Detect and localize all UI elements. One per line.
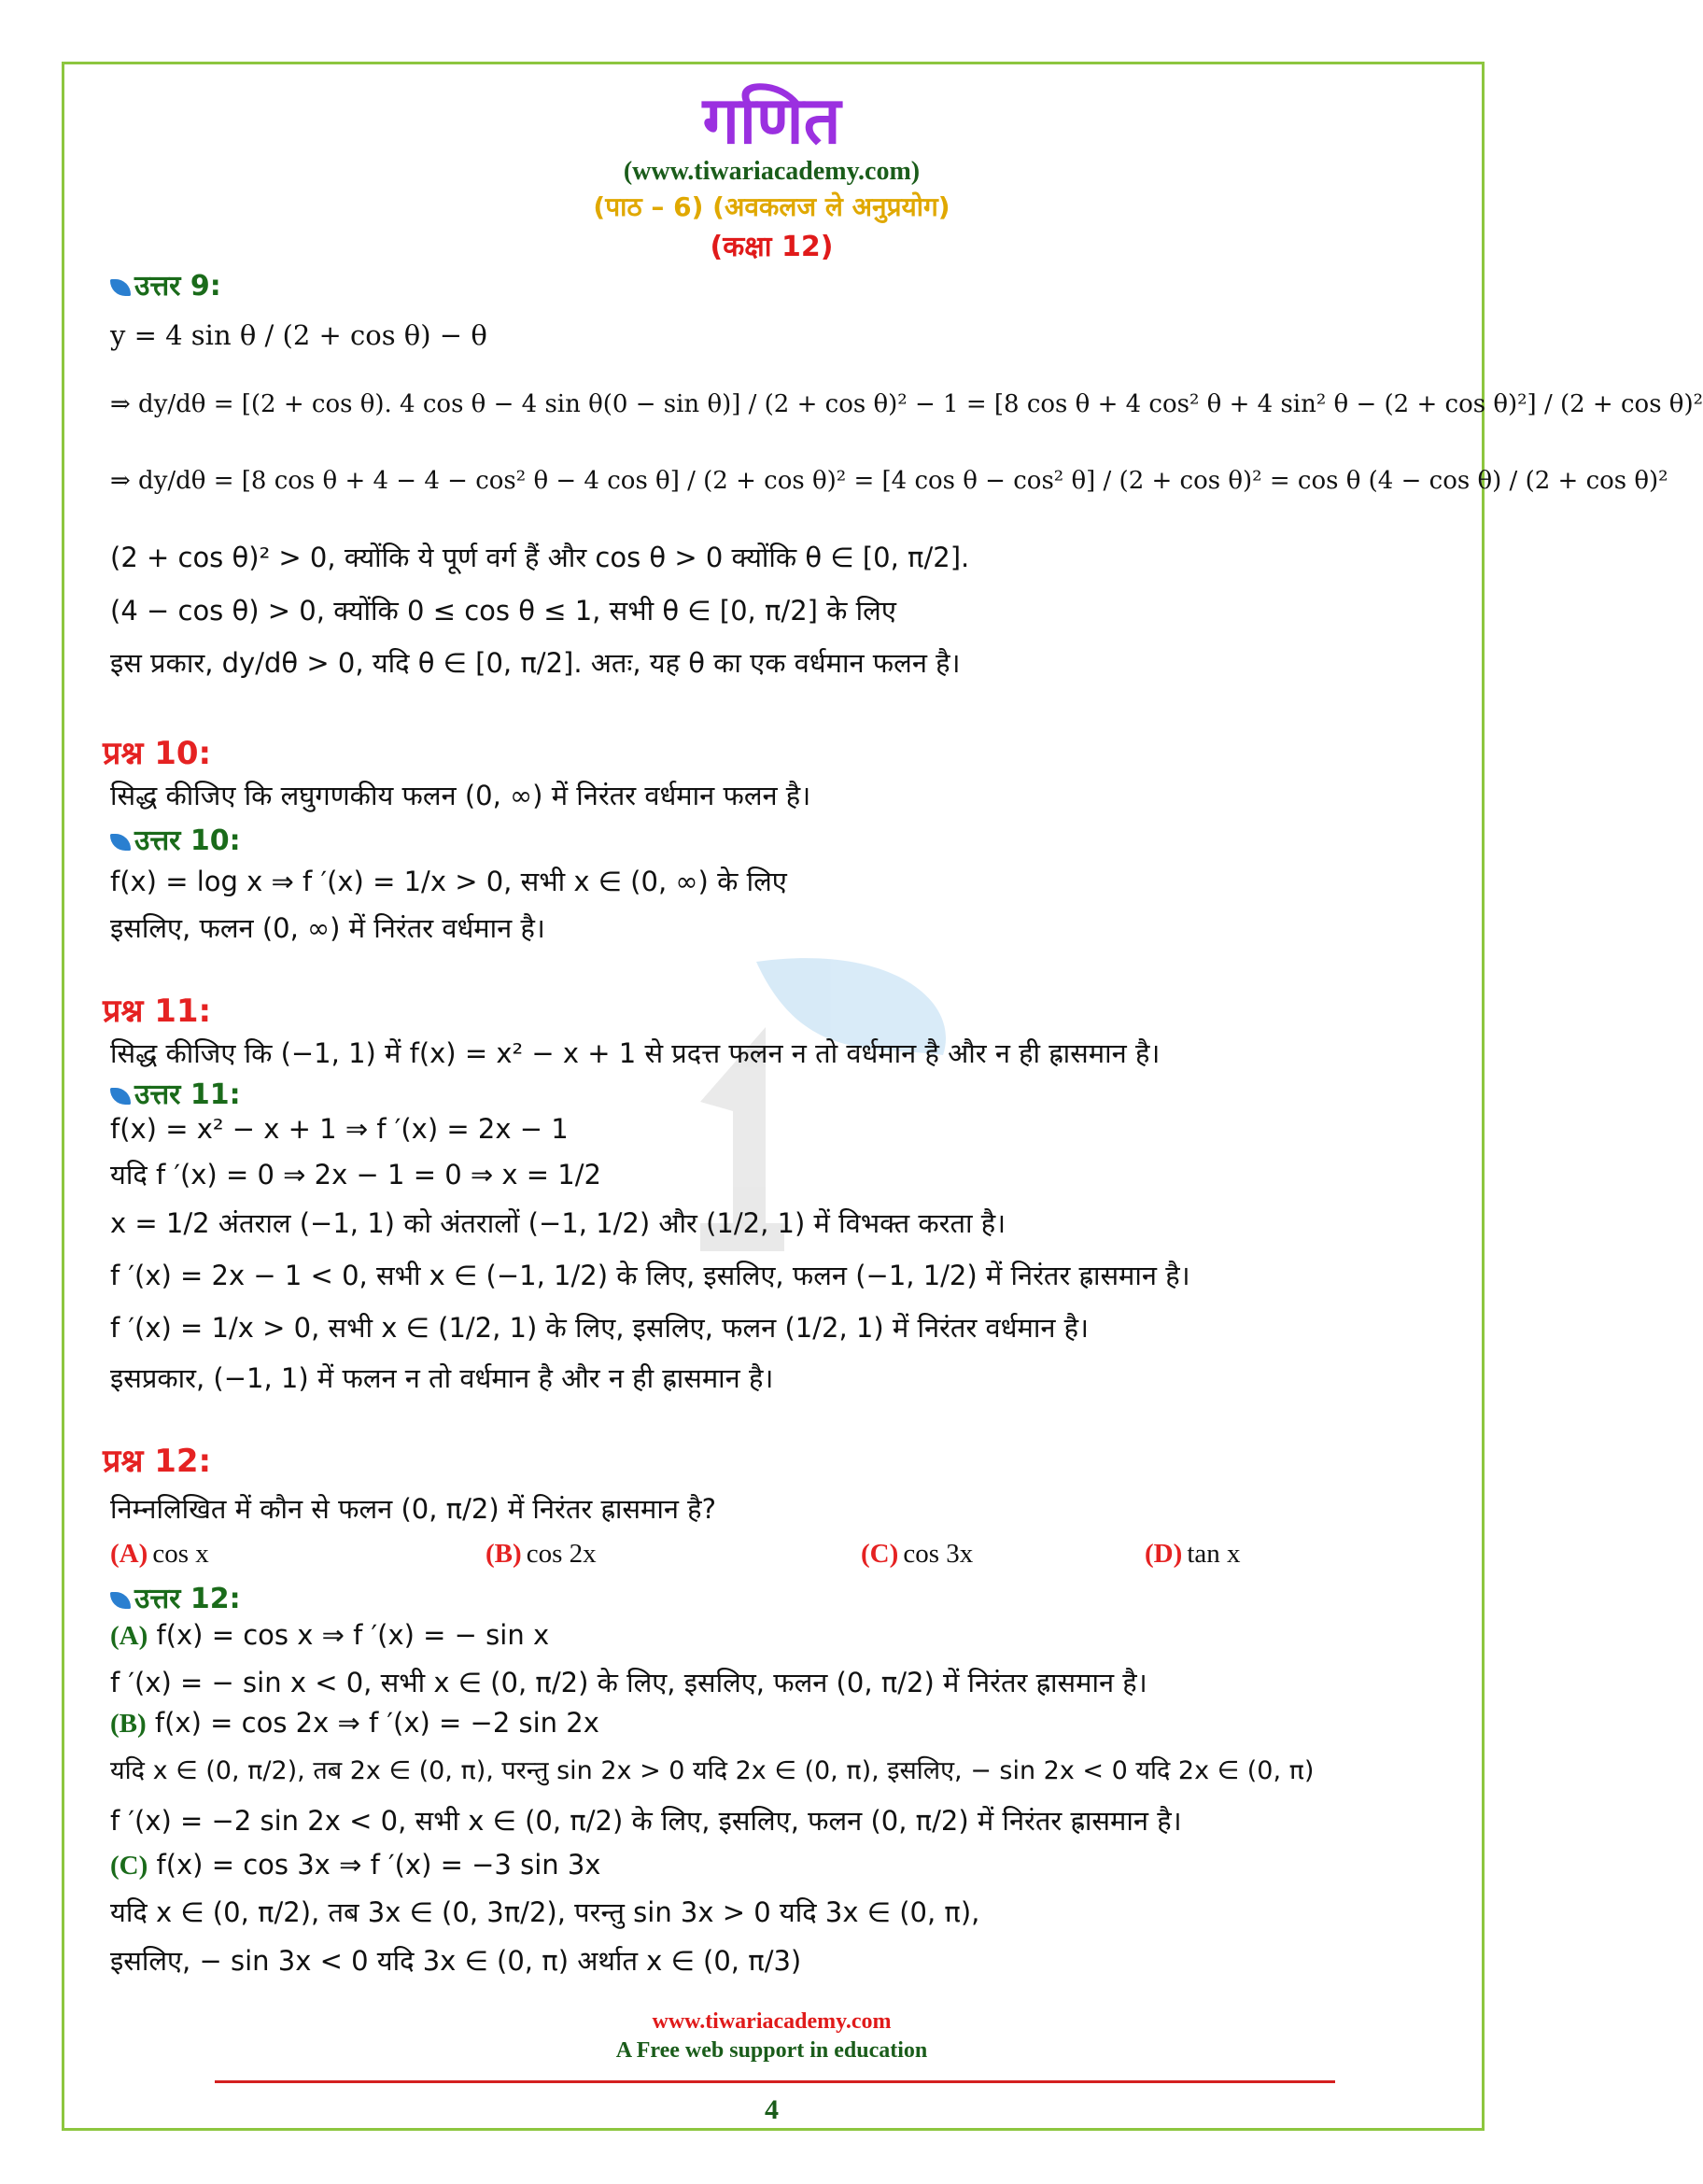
option-a (110, 1539, 209, 1570)
answer-10-label: उत्तर 10: (134, 824, 241, 857)
answer-12-c-line-2: यदि x ∈ (0, π/2), तब 3x ∈ (0, 3π/2), परन्तु sin 3x > 0 यदि 3x ∈ (0, π), (110, 1896, 980, 1928)
answer-12-b-line-2: यदि x ∈ (0, π/2), तब 2x ∈ (0, π), परन्तु sin 2x > 0 यदि 2x ∈ (0, π), इसलिए, − sin 2x < 0 यदि 2x ∈ (0, π) (110, 1756, 1315, 1785)
option-a-key: (A) (110, 1539, 148, 1569)
answer-11-heading (110, 1074, 241, 1112)
answer-11-line-1: f(x) = x² − x + 1 ⇒ f ′(x) = 2x − 1 (110, 1113, 569, 1145)
answer-12-a-line-2: f ′(x) = − sin x < 0, सभी x ∈ (0, π/2) के लिए, इसलिए, फलन (0, π/2) में निरंतर ह्रासमान है। (110, 1667, 1147, 1698)
answer-12-c-line-3: इसलिए, − sin 3x < 0 यदि 3x ∈ (0, π) अर्थात x ∈ (0, π/3) (110, 1945, 802, 1977)
page-title: गणित (702, 82, 841, 159)
option-b (486, 1539, 597, 1570)
answer-12-a-tag: (A) (110, 1621, 148, 1651)
answer-9-line-5: (4 − cos θ) > 0, क्योंकि 0 ≤ cos θ ≤ 1, सभी θ ∈ [0, π/2] के लिए (110, 595, 896, 627)
option-c-key: (C) (861, 1539, 899, 1569)
question-11-text: सिद्ध कीजिए कि (−1, 1) में f(x) = x² − x + 1 से प्रदत्त फलन न तो वर्धमान है और न ही ह्रासमान है। (110, 1037, 1161, 1069)
answer-12-c-tag: (C) (110, 1851, 148, 1881)
answer-9-line-2: ⇒ dy/dθ = [(2 + cos θ). 4 cos θ − 4 sin θ(0 − sin θ)] / (2 + cos θ)² − 1 = [8 cos θ + 4 cos² θ + 4 sin² θ − (2 + cos θ)²] / (2 + cos θ)² (110, 390, 1703, 418)
question-10-label: प्रश्न 10: (103, 735, 212, 772)
answer-11-line-2: यदि f ′(x) = 0 ⇒ 2x − 1 = 0 ⇒ x = 1/2 (110, 1159, 601, 1191)
header-url: (www.tiwariacademy.com) (623, 157, 921, 186)
option-b-key: (B) (486, 1539, 522, 1569)
answer-12-b-tag: (B) (110, 1709, 147, 1739)
leaf-icon (110, 279, 131, 296)
answer-12-a-line-1 (110, 1619, 549, 1652)
option-c-value: cos 3x (903, 1539, 974, 1569)
footer-tagline: A Free web support in education (615, 2038, 928, 2063)
answer-11-line-4: f ′(x) = 2x − 1 < 0, सभी x ∈ (−1, 1/2) के लिए, इसलिए, फलन (−1, 1/2) में निरंतर ह्रासमान है। (110, 1260, 1190, 1291)
answer-12-label: उत्तर 12: (134, 1583, 241, 1615)
answer-9-line-3: ⇒ dy/dθ = [8 cos θ + 4 − 4 − cos² θ − 4 cos θ] / (2 + cos θ)² = [4 cos θ − cos² θ] / (2 + cos θ)² = cos θ (4 − cos θ) / (2 + cos θ)² (110, 467, 1668, 495)
answer-12-b-line-3: f ′(x) = −2 sin 2x < 0, सभी x ∈ (0, π/2) के लिए, इसलिए, फलन (0, π/2) में निरंतर ह्रासमान है। (110, 1805, 1182, 1837)
option-c (861, 1539, 973, 1570)
answer-11-line-5: f ′(x) = 1/x > 0, सभी x ∈ (1/2, 1) के लिए, इसलिए, फलन (1/2, 1) में निरंतर वर्धमान है। (110, 1312, 1090, 1344)
answer-11-line-3: x = 1/2 अंतराल (−1, 1) को अंतरालों (−1, 1/2) और (1/2, 1) में विभक्त करता है। (110, 1207, 1006, 1239)
answer-9-line-6: इस प्रकार, dy/dθ > 0, यदि θ ∈ [0, π/2]. अतः, यह θ का एक वर्धमान फलन है। (110, 647, 961, 679)
option-b-value: cos 2x (526, 1539, 597, 1569)
page-number: 4 (765, 2094, 779, 2125)
answer-12-heading (110, 1578, 241, 1616)
footer-divider (215, 2080, 1335, 2083)
answer-9-line-1: y = 4 sin θ / (2 + cos θ) − θ (110, 319, 487, 351)
answer-10-heading (110, 820, 241, 858)
leaf-icon (110, 834, 131, 851)
answer-9-label: उत्तर 9: (134, 270, 221, 303)
option-d (1145, 1539, 1241, 1570)
option-d-value: tan x (1187, 1539, 1241, 1569)
question-11-label: प्रश्न 11: (103, 993, 212, 1030)
option-d-key: (D) (1145, 1539, 1183, 1569)
answer-11-line-6: इसप्रकार, (−1, 1) में फलन न तो वर्धमान है और न ही ह्रासमान है। (110, 1362, 774, 1394)
leaf-icon (110, 1088, 131, 1105)
answer-10-line-1: f(x) = log x ⇒ f ′(x) = 1/x > 0, सभी x ∈ (0, ∞) के लिए (110, 866, 787, 897)
chapter-title: (पाठ – 6) (अवकलज ले अनुप्रयोग) (593, 191, 950, 222)
class-label: (कक्षा 12) (710, 231, 834, 263)
answer-12-b-line-1 (110, 1707, 599, 1740)
question-12-text: निम्नलिखित में कौन से फलन (0, π/2) में निरंतर ह्रासमान है? (110, 1493, 716, 1525)
footer-url: www.tiwariacademy.com (652, 2009, 892, 2034)
answer-12-b-text: f(x) = cos 2x ⇒ f ′(x) = −2 sin 2x (154, 1707, 599, 1739)
option-a-value: cos x (152, 1539, 209, 1569)
question-10-text: सिद्ध कीजिए कि लघुगणकीय फलन (0, ∞) में निरंतर वर्धमान फलन है। (110, 780, 811, 811)
leaf-icon (110, 1592, 131, 1609)
question-12-label: प्रश्न 12: (103, 1443, 212, 1480)
answer-12-c-line-1 (110, 1849, 600, 1881)
answer-9-line-4: (2 + cos θ)² > 0, क्योंकि ये पूर्ण वर्ग हैं और cos θ > 0 क्योंकि θ ∈ [0, π/2]. (110, 542, 970, 573)
answer-12-c-text: f(x) = cos 3x ⇒ f ′(x) = −3 sin 3x (156, 1849, 601, 1881)
answer-10-line-2: इसलिए, फलन (0, ∞) में निरंतर वर्धमान है। (110, 912, 545, 944)
answer-12-a-text: f(x) = cos x ⇒ f ′(x) = − sin x (156, 1619, 550, 1651)
answer-9-heading (110, 265, 221, 303)
answer-11-label: उत्तर 11: (134, 1078, 241, 1111)
